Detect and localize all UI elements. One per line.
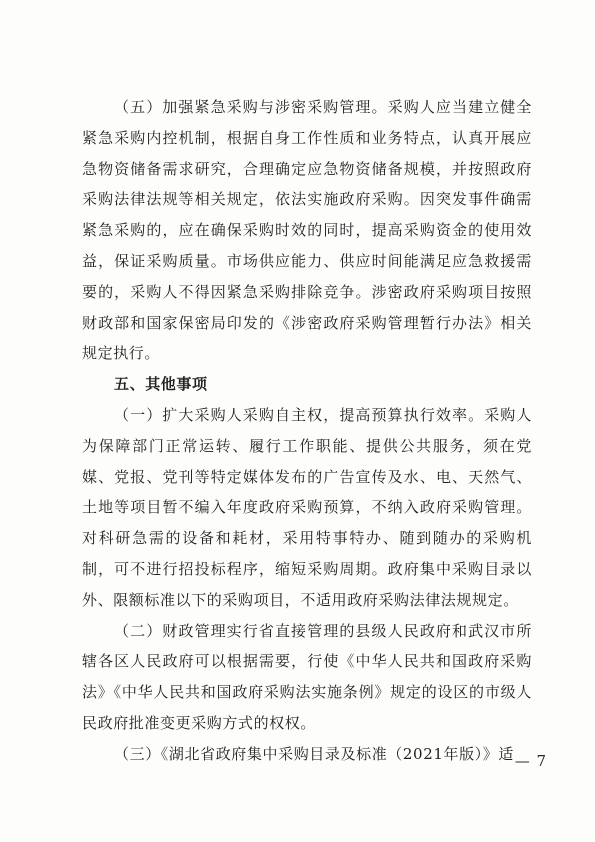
document-body	[82, 92, 532, 770]
paragraph-item-1: （一）扩大采购人采购自主权，提高预算执行效率。采购人为保障部门正常运转、履行工作职能、提供公共服务，须在党媒、党报、党刊等特定媒体发布的广告宣传及水、电、天然气、土地等项目暂不编入年度政府采购预算，不纳入政府采购管理。对科研急需的设备和耗材，采用特事特办、随到随办的采购机制，可不进行招投标程序，缩短采购周期。政府集中采购目录以外、限额标准以下的采购项目，不适用政府采购法律法规规定。	[82, 405, 532, 609]
paragraph-emergency-procurement: （五）加强紧急采购与涉密采购管理。采购人应当建立健全紧急采购内控机制，根据自身工作性质和业务特点，认真开展应急物资储备需求研究，合理确定应急物资储备规模，并按照政府采购法律法规等相关规定，依法实施政府采购。因突发事件确需紧急采购的，应在确保采购时效的同时，提高采购资金的使用效益，保证采购质量。市场供应能力、供应时间能满足应急救援需要的，采购人不得因紧急采购排除竞争。涉密政府采购项目按照财政部和国家保密局印发的《涉密政府采购管理暂行办法》相关规定执行。	[82, 98, 532, 363]
paragraph-item-3: （三）《湖北省政府集中采购目录及标准（2021年版）》适	[114, 744, 514, 763]
paragraph-item-2: （二）财政管理实行省直接管理的县级人民政府和武汉市所辖各区人民政府可以根据需要，行使《中华人民共和国政府采购法》《中华人民共和国政府采购法实施条例》规定的设区的市级人民政府批准变更采购方式的权权。	[82, 621, 532, 732]
page-number: — 7	[514, 752, 547, 770]
section-heading-other-matters: 五、其他事项	[114, 375, 208, 394]
